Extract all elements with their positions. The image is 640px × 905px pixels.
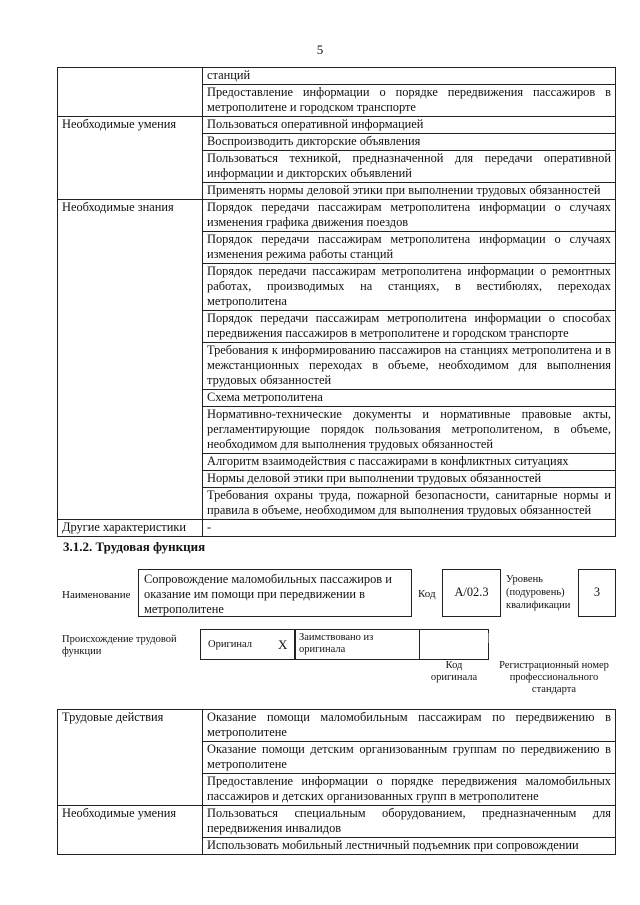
row-item: Пользоваться оперативной информацией [203,117,616,134]
table-row [58,200,616,232]
code-original-box [418,629,489,660]
row-label: Необходимые знания [58,200,203,520]
row-item: Требования охраны труда, пожарной безопасности, санитарные нормы и правила в объеме, необходимом для выполнения трудовых обязанностей [203,488,616,520]
table-row [58,710,616,742]
code-original-caption: Код оригинала [430,660,478,683]
row-item: Пользоваться специальным оборудованием, предназначенным для передвижения инвалидов [203,806,616,838]
table-row [58,520,616,537]
original-label: Оригинал [208,639,252,650]
row-label: Другие характеристики [58,520,203,537]
code-value: А/02.3 [454,585,489,599]
level-value: 3 [593,585,601,599]
row-item: Алгоритм взаимодействия с пассажирами в конфликтных ситуациях [203,454,616,471]
borrowed-label: Заимствовано из оригинала [299,632,374,655]
row-item: Воспроизводить дикторские объявления [203,134,616,151]
level-label: Уровень (подуровень) квалификации [506,574,571,611]
function-name: Сопровождение маломобильных пассажиров и оказание им помощи при передвижении в метрополитене [144,572,392,616]
row-item: Использовать мобильный лестничный подъемник при сопровождении [203,838,616,855]
row-item: Порядок передачи пассажирам метрополитена информации о способах передвижения пассажиров в метрополитене и городском транспорте [203,311,616,343]
reg-number-caption: Регистрационный номер профессионального стандарта [499,660,609,695]
row-item: Порядок передачи пассажирам метрополитена информации о случаях изменения графика движения поездов [203,200,616,232]
row-item: Оказание помощи маломобильным пассажирам по передвижению в метрополитене [203,710,616,742]
row-item: Порядок передачи пассажирам метрополитена информации о случаях изменения режима работы станций [203,232,616,264]
box-tick [488,633,489,643]
row-item: Пользоваться техникой, предназначенной для передачи оперативной информации и дикторских объявлений [203,151,616,183]
row-item: Применять нормы деловой этики при выполнении трудовых обязанностей [203,183,616,200]
row-item: Порядок передачи пассажирам метрополитена информации о ремонтных работах, производимых на станциях, в вестибюлях, переходах метрополитена [203,264,616,311]
section-title: 3.1.2. Трудовая функция [63,539,206,554]
row-label: Необходимые умения [58,806,203,855]
row-item: Схема метрополитена [203,390,616,407]
row-label [58,68,203,117]
row-item: Нормативно-технические документы и нормативные правовые акты, регламентирующие порядок пользования метрополитеном, в объеме, необходимом для выполнения трудовых обязанностей [203,407,616,454]
code-label: Код [418,588,436,600]
row-item: станций [203,68,616,85]
origin-label: Происхождение трудовой функции [62,634,177,657]
original-box [200,629,296,660]
row-item: Требования к информированию пассажиров на станциях метрополитена и в межстанционных переходах в объеме, необходимом для выполнения трудовых обязанностей [203,343,616,390]
original-mark: X [278,637,288,652]
level-box [578,569,616,617]
borrowed-box [294,629,420,660]
table-row [58,117,616,134]
row-label: Трудовые действия [58,710,203,806]
table-row [58,68,616,85]
code-box [442,569,501,617]
row-item: Оказание помощи детским организованным группам по передвижению в метрополитене [203,742,616,774]
page-number: 5 [316,42,324,57]
name-label: Наименование [62,589,131,601]
requirements-table-1 [57,67,616,537]
row-item: Предоставление информации о порядке передвижения маломобильных пассажиров и детских организованных групп в метрополитене [203,774,616,806]
row-item: Предоставление информации о порядке передвижения пассажиров в метрополитене и городском транспорте [203,85,616,117]
row-item: Нормы деловой этики при выполнении трудовых обязанностей [203,471,616,488]
row-item: - [203,520,616,537]
requirements-table-2 [57,709,616,855]
name-box [138,569,412,617]
row-label: Необходимые умения [58,117,203,200]
table-row [58,806,616,838]
